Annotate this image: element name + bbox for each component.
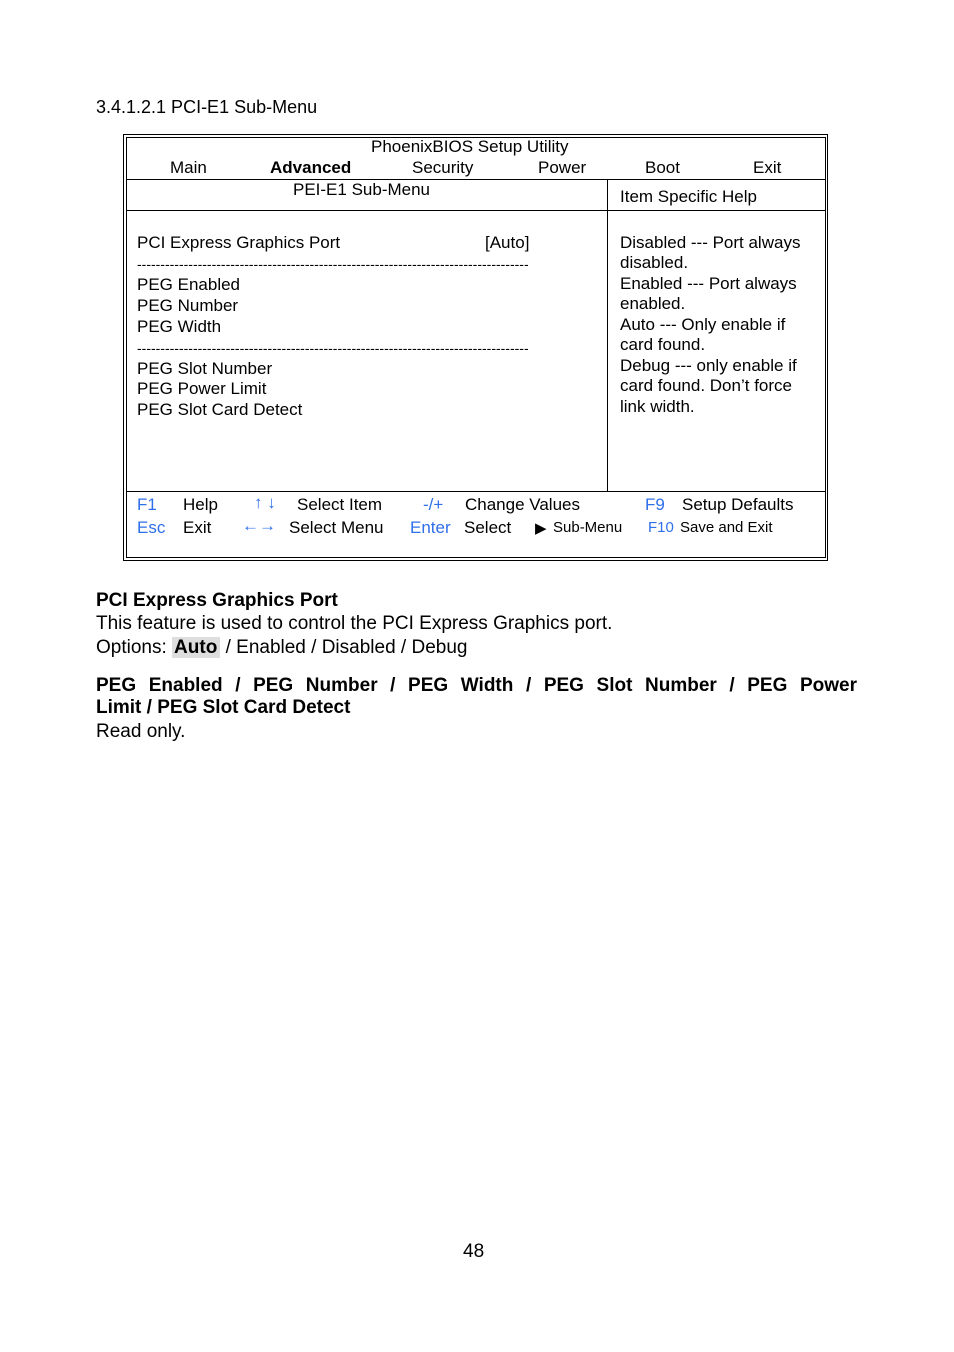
section-heading: 3.4.1.2.1 PCI-E1 Sub-Menu — [96, 97, 318, 117]
key-esc: Esc — [137, 518, 166, 537]
header-divider — [126, 210, 826, 211]
options-default-highlight: Auto — [172, 637, 220, 658]
menu-advanced[interactable]: Advanced — [270, 158, 352, 177]
item-peg-slot-number: PEG Slot Number — [137, 359, 273, 378]
item-peg-enabled: PEG Enabled — [137, 275, 241, 294]
item-peg-slot-card-detect: PEG Slot Card Detect — [137, 400, 303, 419]
desc-options — [96, 637, 467, 659]
help-title: Item Specific Help — [620, 187, 757, 206]
key-submenu-desc: Sub-Menu — [553, 519, 623, 536]
key-f9-desc: Setup Defaults — [682, 495, 794, 514]
key-f1: F1 — [137, 495, 157, 514]
separator-1: ------------------------------------------------------------------------------------ — [137, 257, 529, 271]
menu-exit[interactable]: Exit — [753, 158, 782, 177]
item-peg-power-limit: PEG Power Limit — [137, 379, 267, 398]
desc-heading-peg-items-line2: Limit / PEG Slot Card Detect — [96, 697, 351, 718]
help-line: Debug --- only enable if — [620, 356, 797, 375]
help-line: enabled. — [620, 294, 686, 313]
key-enter: Enter — [410, 518, 451, 537]
help-line: Enabled --- Port always — [620, 274, 797, 293]
page-number: 48 — [463, 1241, 485, 1262]
up-down-arrows-icon: ↑ ↓ — [254, 493, 276, 512]
desc-heading-graphics-port: PCI Express Graphics Port — [96, 590, 338, 611]
key-esc-desc: Exit — [183, 518, 212, 537]
help-line: disabled. — [620, 253, 689, 272]
help-line: card found. Don’t force — [620, 376, 792, 395]
bios-utility-title: PhoenixBIOS Setup Utility — [371, 137, 569, 156]
menu-bar-divider — [126, 179, 826, 180]
options-rest: / Enabled / Disabled / Debug — [220, 637, 468, 658]
key-enter-desc: Select — [464, 518, 512, 537]
key-f10: F10 — [648, 519, 674, 536]
menu-power[interactable]: Power — [538, 158, 587, 177]
key-f1-desc: Help — [183, 495, 218, 514]
key-f9: F9 — [645, 495, 665, 514]
item-peg-width: PEG Width — [137, 317, 222, 336]
desc-body-read-only: Read only. — [96, 721, 186, 742]
key-leftright-desc: Select Menu — [289, 518, 384, 537]
help-line: card found. — [620, 335, 706, 354]
options-prefix: Options: — [96, 637, 173, 658]
menu-main[interactable]: Main — [170, 158, 207, 177]
key-minus-plus-desc: Change Values — [465, 495, 580, 514]
help-line: Auto --- Only enable if — [620, 315, 786, 334]
submenu-title: PEI-E1 Sub-Menu — [293, 180, 431, 199]
left-right-arrows-icon: ←→ — [242, 516, 276, 535]
menu-security[interactable]: Security — [412, 158, 474, 177]
submenu-arrow-icon: ▶ — [535, 520, 547, 537]
item-graphics-port-value[interactable]: [Auto] — [485, 233, 530, 252]
separator-2: ------------------------------------------------------------------------------------ — [137, 341, 529, 355]
help-line: link width. — [620, 397, 695, 416]
desc-body-graphics-port: This feature is used to control the PCI Express Graphics port. — [96, 613, 613, 634]
menu-boot[interactable]: Boot — [645, 158, 680, 177]
help-line: Disabled --- Port always — [620, 233, 801, 252]
item-peg-number: PEG Number — [137, 296, 239, 315]
key-minus-plus: -/+ — [423, 495, 444, 514]
item-pci-express-graphics-port[interactable]: PCI Express Graphics Port — [137, 233, 341, 252]
help-panel-divider — [607, 179, 608, 491]
footer-divider — [126, 491, 826, 492]
key-f10-desc: Save and Exit — [680, 519, 773, 536]
desc-heading-peg-items-line1: PEG Enabled / PEG Number / PEG Width / PEG Slot Number / PEG Power — [96, 675, 857, 696]
key-updown-desc: Select Item — [297, 495, 383, 514]
